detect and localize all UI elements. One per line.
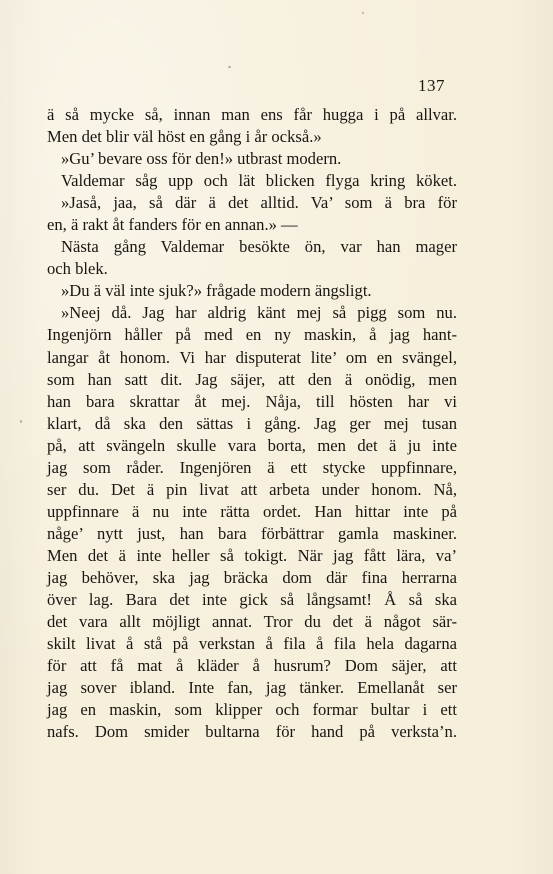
- text-line: det vara allt möjligt annat. Tror du det ä något sär-: [47, 612, 457, 632]
- body-text: [47, 104, 457, 743]
- text-line: »Du ä väl inte sjuk?» frågade modern ängsligt.: [61, 281, 372, 301]
- text-line: uppfinnare ä nu inte rätta ordet. Han hittar inte på: [47, 501, 457, 521]
- text-line: jag sover ibland. Inte fan, jag tänker. Emellanåt ser: [47, 678, 457, 698]
- text-line: en, ä rakt åt fanders för en annan.» —: [47, 215, 298, 235]
- paper-speck: [20, 420, 22, 423]
- text-line: langar åt honom. Vi har disputerat lite’ om en svängel,: [47, 347, 457, 367]
- paper-speck: [362, 12, 364, 14]
- text-line: skilt livat å stå på verkstan å fila å fila hela dagarna: [47, 634, 457, 654]
- text-line: ä så mycke så, innan man ens får hugga i på allvar.: [47, 105, 457, 124]
- text-line: någe’ nytt just, han bara förbättrar gamla maskiner.: [47, 523, 457, 543]
- text-line: på, att svängeln skulle vara borta, men det ä ju inte: [47, 435, 457, 455]
- text-line: och blek.: [47, 259, 108, 279]
- text-line: över lag. Bara det inte gick så långsamt! Å så ska: [47, 590, 457, 610]
- text-line: Valdemar såg upp och lät blicken flyga kring köket.: [61, 171, 457, 191]
- text-line: »Gu’ bevare oss för den!» utbrast modern.: [61, 149, 342, 169]
- paper-speck: [228, 66, 231, 68]
- text-line: klart, då ska den sättas i gång. Jag ger mej tusan: [47, 413, 457, 433]
- text-line: Ingenjörn håller på med en ny maskin, å jag hant-: [47, 325, 457, 345]
- text-line: Nästa gång Valdemar besökte ön, var han mager: [61, 237, 457, 257]
- text-line: »Jaså, jaa, så där ä det alltid. Va’ som ä bra för: [61, 193, 457, 213]
- text-line: Men det blir väl höst en gång i år också.»: [47, 127, 322, 147]
- text-line: jag som råder. Ingenjören ä ett stycke uppfinnare,: [47, 457, 457, 477]
- text-line: för att få mat å kläder å husrum? Dom säjer, att: [47, 656, 457, 676]
- page-number: 137: [418, 76, 445, 95]
- text-line: Men det ä inte heller så tokigt. När jag fått lära, va’: [47, 545, 457, 565]
- text-line: »Neej då. Jag har aldrig känt mej så pigg som nu.: [61, 303, 457, 323]
- text-line: som han satt dit. Jag säjer, att den ä onödig, men: [47, 369, 457, 389]
- text-line: ser du. Det ä pin livat att arbeta under honom. Nå,: [47, 479, 457, 499]
- text-line: nafs. Dom smider bultarna för hand på verksta’n.: [47, 722, 457, 742]
- text-line: han bara skrattar åt mej. Nåja, till hösten har vi: [47, 391, 457, 411]
- text-line: jag behöver, ska jag bräcka dom där fina herrarna: [47, 567, 457, 587]
- text-line: jag en maskin, som klipper och formar bultar i ett: [47, 700, 457, 720]
